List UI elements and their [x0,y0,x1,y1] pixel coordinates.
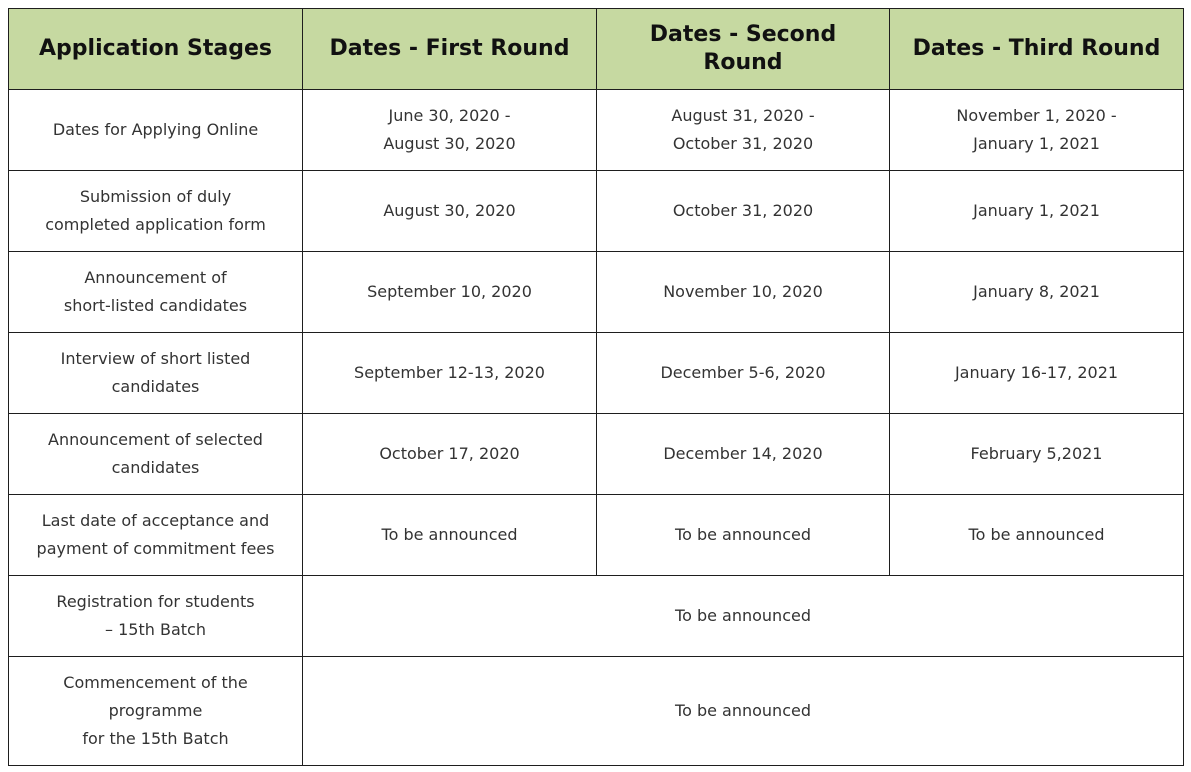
date-text: August 31, 2020 - [671,106,815,125]
date-text: To be announced [675,606,811,625]
stage-cell [9,657,303,766]
merged-dates-cell [303,576,1184,657]
stage-cell [9,414,303,495]
header-second-round-text: Dates - Second Round [649,22,837,75]
third-round-cell [890,171,1184,252]
date-text: June 30, 2020 - [388,106,511,125]
date-text: October 31, 2020 [672,134,814,153]
table-row [9,90,1184,171]
date-text: January 16-17, 2021 [954,363,1119,382]
stage-text: for the 15th Batch [82,729,229,748]
second-round-cell [597,414,890,495]
table-row [9,657,1184,766]
date-text: January 1, 2021 [973,134,1100,153]
date-text: August 30, 2020 [383,134,516,153]
header-third-round: Dates - Third Round [890,9,1184,90]
third-round-cell [890,252,1184,333]
merged-dates-cell [303,657,1184,766]
date-text: December 5-6, 2020 [660,363,826,382]
header-first-round: Dates - First Round [303,9,597,90]
stage-text: Commencement of the [63,673,248,692]
third-round-cell [890,90,1184,171]
date-text: September 12-13, 2020 [354,363,545,382]
table-row [9,495,1184,576]
second-round-cell [597,90,890,171]
header-application-stages: Application Stages [9,9,303,90]
stage-text: programme [108,701,203,720]
date-text: To be announced [968,525,1105,544]
date-text: January 1, 2021 [973,201,1100,220]
stage-text: candidates [111,458,200,477]
second-round-cell [597,252,890,333]
stage-text: candidates [111,377,200,396]
stage-cell [9,171,303,252]
table-row [9,333,1184,414]
first-round-cell [303,333,597,414]
header-second-round [597,9,890,90]
stage-cell [9,90,303,171]
table-row [9,576,1184,657]
first-round-cell [303,414,597,495]
date-text: October 17, 2020 [379,444,520,463]
header-row [9,9,1184,90]
first-round-cell [303,90,597,171]
stage-cell [9,333,303,414]
date-text: August 30, 2020 [383,201,516,220]
date-text: To be announced [675,525,811,544]
stage-text: Submission of duly [79,187,232,206]
table-row [9,414,1184,495]
stage-text: Interview of short listed [60,349,251,368]
stage-text: Dates for Applying Online [52,120,259,139]
application-schedule-table [8,8,1184,766]
stage-text: Announcement of [84,268,227,287]
date-text: September 10, 2020 [367,282,532,301]
first-round-cell [303,252,597,333]
table-row [9,252,1184,333]
date-text: November 10, 2020 [663,282,823,301]
stage-text: Announcement of selected [48,430,263,449]
stage-cell [9,576,303,657]
second-round-cell [597,333,890,414]
third-round-cell [890,495,1184,576]
first-round-cell [303,171,597,252]
stage-text: – 15th Batch [105,620,206,639]
third-round-cell [890,333,1184,414]
stage-cell [9,495,303,576]
second-round-cell [597,495,890,576]
date-text: February 5,2021 [970,444,1103,463]
stage-cell [9,252,303,333]
date-text: January 8, 2021 [973,282,1100,301]
date-text: November 1, 2020 - [956,106,1117,125]
stage-text: short-listed candidates [63,296,248,315]
first-round-cell [303,495,597,576]
stage-text: Registration for students [56,592,255,611]
stage-text: Last date of acceptance and [41,511,270,530]
date-text: October 31, 2020 [672,201,814,220]
table-row [9,171,1184,252]
date-text: December 14, 2020 [663,444,823,463]
date-text: To be announced [675,701,811,720]
third-round-cell [890,414,1184,495]
stage-text: payment of commitment fees [36,539,275,558]
second-round-cell [597,171,890,252]
date-text: To be announced [381,525,518,544]
stage-text: completed application form [45,215,266,234]
